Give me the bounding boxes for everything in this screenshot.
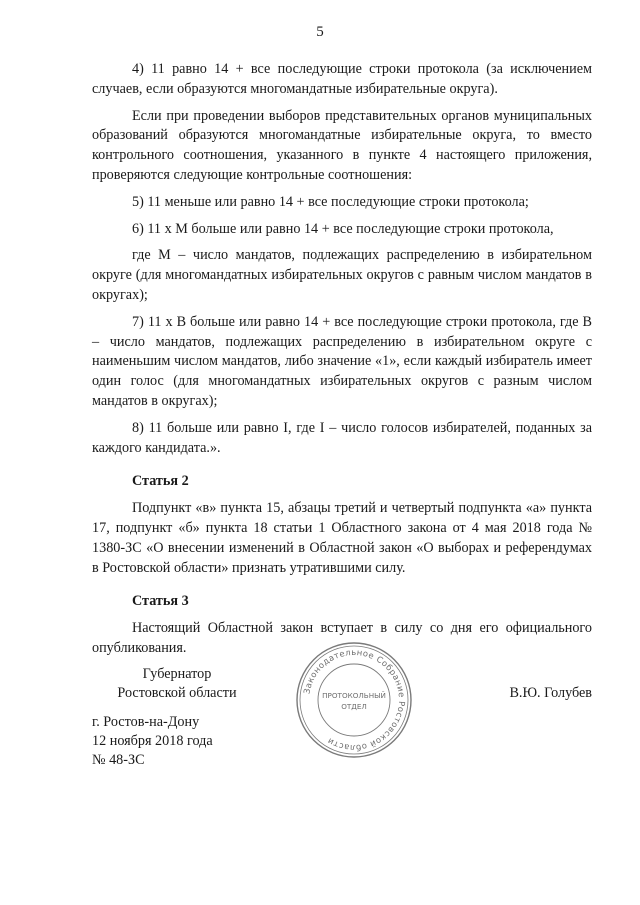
article-3-heading: Статья 3: [132, 593, 189, 610]
paragraph-item-4: 4) 11 равно 14 + все последующие строки протокола (за исключением случаев, если образуются многомандатные избирательные округа).: [92, 61, 592, 97]
article-2-heading: Статья 2: [132, 473, 189, 490]
stamp-center-line2: ОТДЕЛ: [341, 702, 367, 711]
stamp-ring-text: Законодательное Собрание Ростовской области: [301, 646, 408, 754]
paragraph-item-7: 7) 11 x B больше или равно 14 + все последующие строки протокола, где B – число мандатов, подлежащих распределению в избирательном округе с наименьшим числом мандатов, либо значение «1», если каждый избиратель имеет один голос (для многомандатных избирательных округов с разным числом мандатов в округах);: [92, 313, 592, 409]
document-body: [92, 60, 592, 666]
governor-name: В.Ю. Голубев: [509, 685, 592, 701]
place-date-block: [92, 713, 213, 770]
paragraph-item-8: 8) 11 больше или равно I, где I – число голосов избирателей, поданных за каждого кандидата.».: [92, 419, 592, 456]
svg-text:Законодательное Собрание Росто: [301, 647, 407, 753]
article-3-text: Настоящий Областной закон вступает в силу со дня его официального опубликования.: [92, 620, 592, 656]
official-stamp: [294, 640, 414, 760]
paragraph-item-5: 5) 11 меньше или равно 14 + все последующие строки протокола;: [132, 193, 529, 210]
governor-title: [92, 665, 262, 703]
paragraph-multimandate-intro: Если при проведении выборов представительных органов муниципальных образований образуются многомандатные избирательные округа, то вместо контрольного соотношения, указанного в пункте 4 настоящего приложения, проверяются следующие контрольные соотношения:: [92, 107, 592, 183]
governor-title-line2: Ростовской области: [117, 685, 237, 701]
stamp-center-line1: ПРОТОКОЛЬНЫЙ: [322, 691, 386, 700]
date: 12 ноября 2018 года: [92, 733, 213, 749]
place: г. Ростов-на-Дону: [92, 714, 200, 730]
page-number: 5: [316, 24, 324, 40]
paragraph-item-6: 6) 11 x M больше или равно 14 + все последующие строки протокола,: [132, 220, 554, 237]
governor-title-line1: Губернатор: [142, 666, 212, 682]
article-2-text: Подпункт «в» пункта 15, абзацы третий и четвертый подпункта «а» пункта 17, подпункт «б» пункта 18 статьи 1 Областного закона от 4 мая 2018 года № 1380-ЗС «О внесении изменений в Областной закон «О выборах и референдумах в Ростовской области» признать утратившими силу.: [92, 500, 592, 576]
paragraph-m-definition: где M – число мандатов, подлежащих распределению в избирательном округе (для многомандатных избирательных округов с равным числом мандатов в округах);: [92, 247, 592, 303]
law-number: № 48-ЗС: [92, 752, 145, 768]
